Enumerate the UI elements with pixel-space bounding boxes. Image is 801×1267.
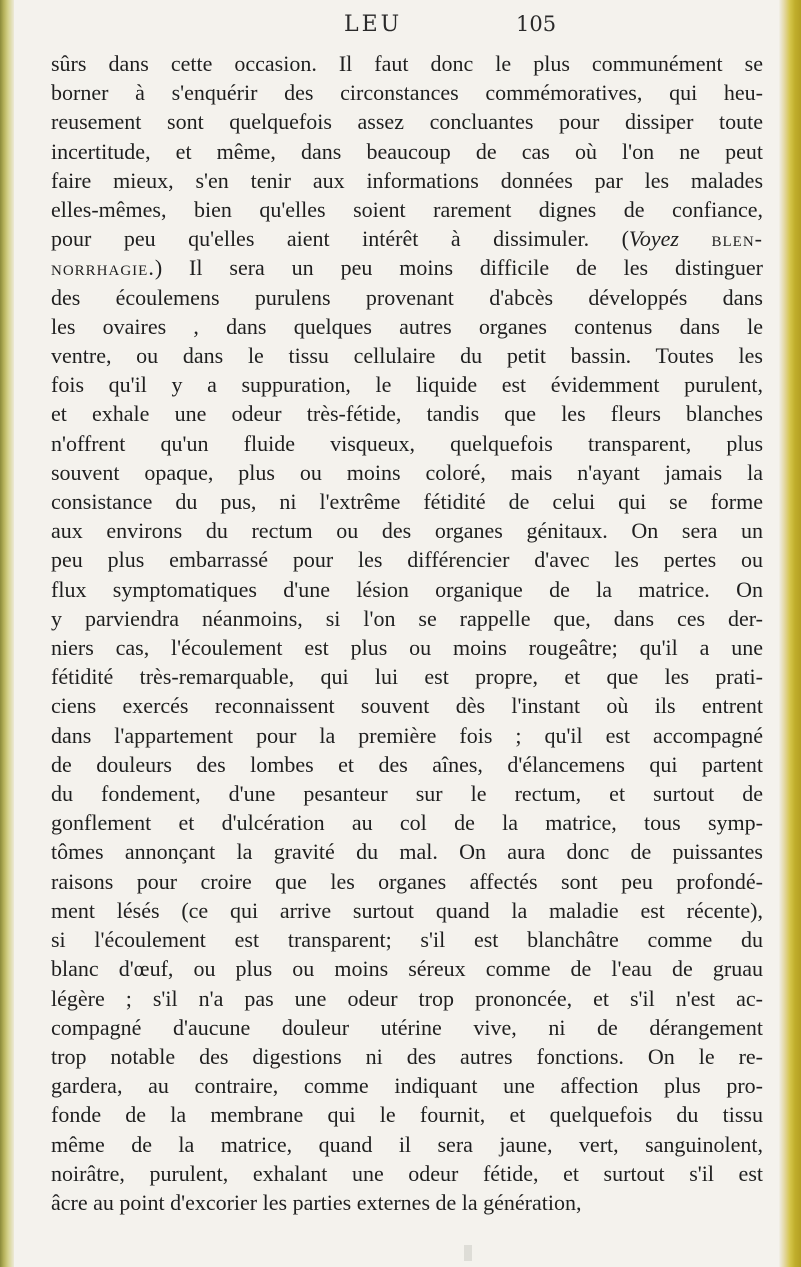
text-line: reusement sont quelquefois assez concluantes pour dissiper toute bbox=[51, 109, 763, 135]
text-line: légère ; s'il n'a pas une odeur trop prononcée, et s'il n'est ac- bbox=[51, 985, 763, 1011]
text-line: ment lésés (ce qui arrive surtout quand la maladie est récente), bbox=[51, 897, 763, 923]
text-line: âcre au point d'excorier les parties externes de la génération, bbox=[51, 1189, 582, 1215]
text-line: compagné d'aucune douleur utérine vive, ni de dérangement bbox=[51, 1014, 763, 1040]
text-line: y parviendra néanmoins, si l'on se rappelle que, dans ces der- bbox=[51, 605, 763, 631]
text-line: souvent opaque, plus ou moins coloré, mais n'ayant jamais la bbox=[51, 459, 763, 485]
text-line: consistance du pus, ni l'extrême fétidité de celui qui se forme bbox=[51, 489, 763, 515]
body-text bbox=[51, 49, 763, 1217]
reference-voyez: Voyez bbox=[628, 226, 679, 252]
text-line: sûrs dans cette occasion. Il faut donc le plus communément se bbox=[51, 51, 763, 76]
text-line: borner à s'enquérir des circonstances commémoratives, qui heu- bbox=[51, 80, 763, 106]
text-line: fois qu'il y a suppuration, le liquide est évidemment purulent, bbox=[51, 372, 763, 398]
print-mark bbox=[464, 1245, 472, 1261]
text-line: et exhale une odeur très-fétide, tandis que les fleurs blanches bbox=[51, 401, 763, 427]
text-line-with-reference bbox=[51, 224, 763, 253]
text-line: gardera, au contraire, comme indiquant une affection plus pro- bbox=[51, 1073, 763, 1099]
text-line: trop notable des digestions ni des autres fonctions. On le re- bbox=[51, 1043, 763, 1069]
text-line: aux environs du rectum ou des organes génitaux. On sera un bbox=[51, 518, 763, 544]
left-page-edge bbox=[0, 0, 14, 1267]
text-line: faire mieux, s'en tenir aux informations données par les malades bbox=[51, 167, 763, 193]
text-line: peu plus embarrassé pour les différencier d'avec les pertes ou bbox=[51, 547, 763, 573]
text-line: dans l'appartement pour la première fois ; qu'il est accompagné bbox=[51, 722, 763, 748]
text-line: flux symptomatiques d'une lésion organique de la matrice. On bbox=[51, 576, 763, 602]
text-line: même de la matrice, quand il sera jaune, vert, sanguinolent, bbox=[51, 1131, 763, 1157]
text-line-with-reference bbox=[51, 253, 763, 282]
running-head: LEU bbox=[344, 12, 403, 37]
text-line: incertitude, et même, dans beaucoup de cas où l'on ne peut bbox=[51, 138, 763, 164]
page-header bbox=[0, 6, 801, 46]
text-line: fonde de la membrane qui le fournit, et quelquefois du tissu bbox=[51, 1102, 763, 1128]
text-line: tômes annonçant la gravité du mal. On aura donc de puissantes bbox=[51, 839, 763, 865]
right-page-edge bbox=[779, 0, 801, 1267]
reference-term: blen- bbox=[711, 226, 764, 252]
text-line: fétidité très-remarquable, qui lui est propre, et que les prati- bbox=[51, 664, 763, 690]
text-line: n'offrent qu'un fluide visqueux, quelquefois transparent, plus bbox=[51, 430, 763, 456]
text-line: si l'écoulement est transparent; s'il est blanchâtre comme du bbox=[51, 927, 763, 953]
text-line: ciens exercés reconnaissent souvent dès l'instant où ils entrent bbox=[51, 693, 763, 719]
text-line: de douleurs des lombes et des aînes, d'élancemens qui partent bbox=[51, 751, 763, 777]
text-line: les ovaires , dans quelques autres organes contenus dans le bbox=[51, 313, 763, 339]
text-fragment: ) Il sera un peu moins difficile de les distinguer bbox=[154, 255, 763, 281]
text-line: blanc d'œuf, ou plus ou moins séreux comme de l'eau de gruau bbox=[51, 956, 763, 982]
text-line: gonflement et d'ulcération au col de la matrice, tous symp- bbox=[51, 810, 763, 836]
page-number: 105 bbox=[516, 12, 557, 36]
text-line: niers cas, l'écoulement est plus ou moins rougeâtre; qu'il a une bbox=[51, 635, 763, 661]
reference-term-cont: norrhagie. bbox=[51, 255, 155, 281]
text-line: noirâtre, purulent, exhalant une odeur fétide, et surtout s'il est bbox=[51, 1160, 763, 1186]
text-line: ventre, ou dans le tissu cellulaire du petit bassin. Toutes les bbox=[51, 343, 763, 369]
text-line: des écoulemens purulens provenant d'abcès développés dans bbox=[51, 284, 763, 310]
text-fragment: pour peu qu'elles aient intérêt à dissimuler. ( bbox=[51, 226, 629, 252]
text-line: du fondement, d'une pesanteur sur le rectum, et surtout de bbox=[51, 781, 763, 807]
text-line: raisons pour croire que les organes affectés sont peu profondé- bbox=[51, 868, 763, 894]
text-line: elles-mêmes, bien qu'elles soient rarement dignes de confiance, bbox=[51, 197, 763, 223]
